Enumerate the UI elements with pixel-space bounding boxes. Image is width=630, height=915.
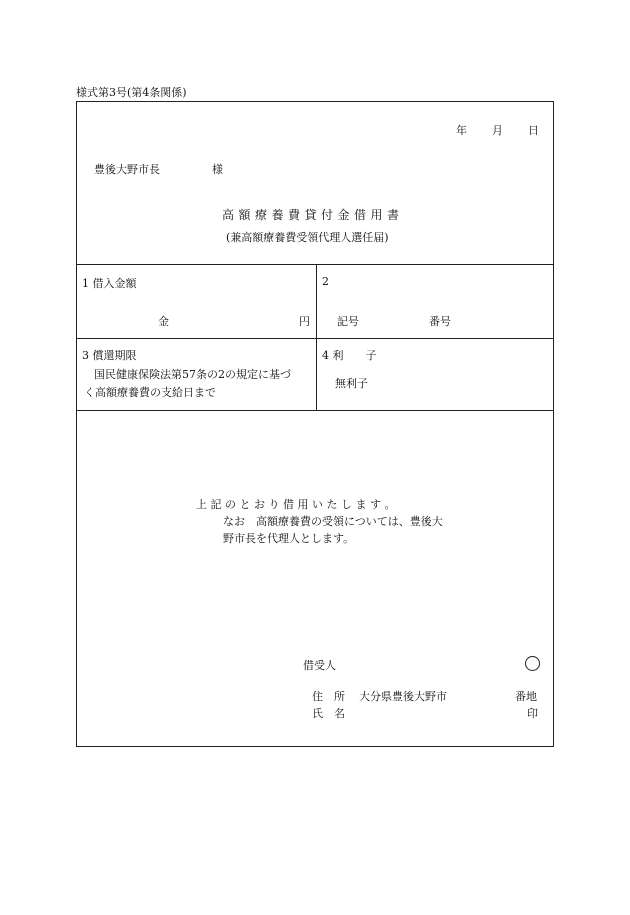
divider-vertical [316,264,317,410]
form-number-label: 様式第3号(第4条関係) [76,86,187,99]
section4-heading: 4 利 子 [322,349,377,362]
declaration-line1: 上 記 の と お り 借 用 い た し ま す 。 [196,498,396,511]
seal-label: 印 [527,707,538,720]
seal-circle-icon [525,656,540,671]
document-title: 高額療養費貸付金借用書 [222,208,404,222]
divider-bottom [77,410,553,411]
declaration-line3: 野市長を代理人とします。 [223,532,355,545]
date-year-label: 年 [456,124,467,137]
address-suffix: 番地 [515,690,537,703]
section2-number-label: 番号 [429,315,451,328]
addressee-honorific: 様 [212,163,223,176]
name-label: 氏 名 [312,707,345,720]
form-frame [76,101,554,747]
section1-amount-prefix: 金 [158,315,169,328]
section3-text-line1: 国民健康保険法第57条の2の規定に基づ [94,368,291,381]
section3-text-line2: く高額療養費の支給日まで [84,386,216,399]
section1-amount-unit: 円 [299,315,310,328]
addressee-name: 豊後大野市長 [94,163,160,176]
declaration-line2: なお 高額療養費の受領については、豊後大 [223,515,443,528]
divider-top [77,264,553,265]
section4-value: 無利子 [335,377,368,390]
section3-heading: 3 償還期限 [82,349,137,362]
section2-symbol-label: 記号 [337,315,359,328]
date-month-label: 月 [492,124,503,137]
address-label: 住 所 [312,690,345,703]
section2-heading: 2 [322,275,329,288]
date-day-label: 日 [528,124,539,137]
address-value: 大分県豊後大野市 [359,690,447,703]
section1-heading: 1 借入金額 [82,277,137,290]
divider-middle [77,338,553,339]
document-subtitle: (兼高額療養費受領代理人選任届) [226,231,389,244]
borrower-label: 借受人 [303,659,336,672]
